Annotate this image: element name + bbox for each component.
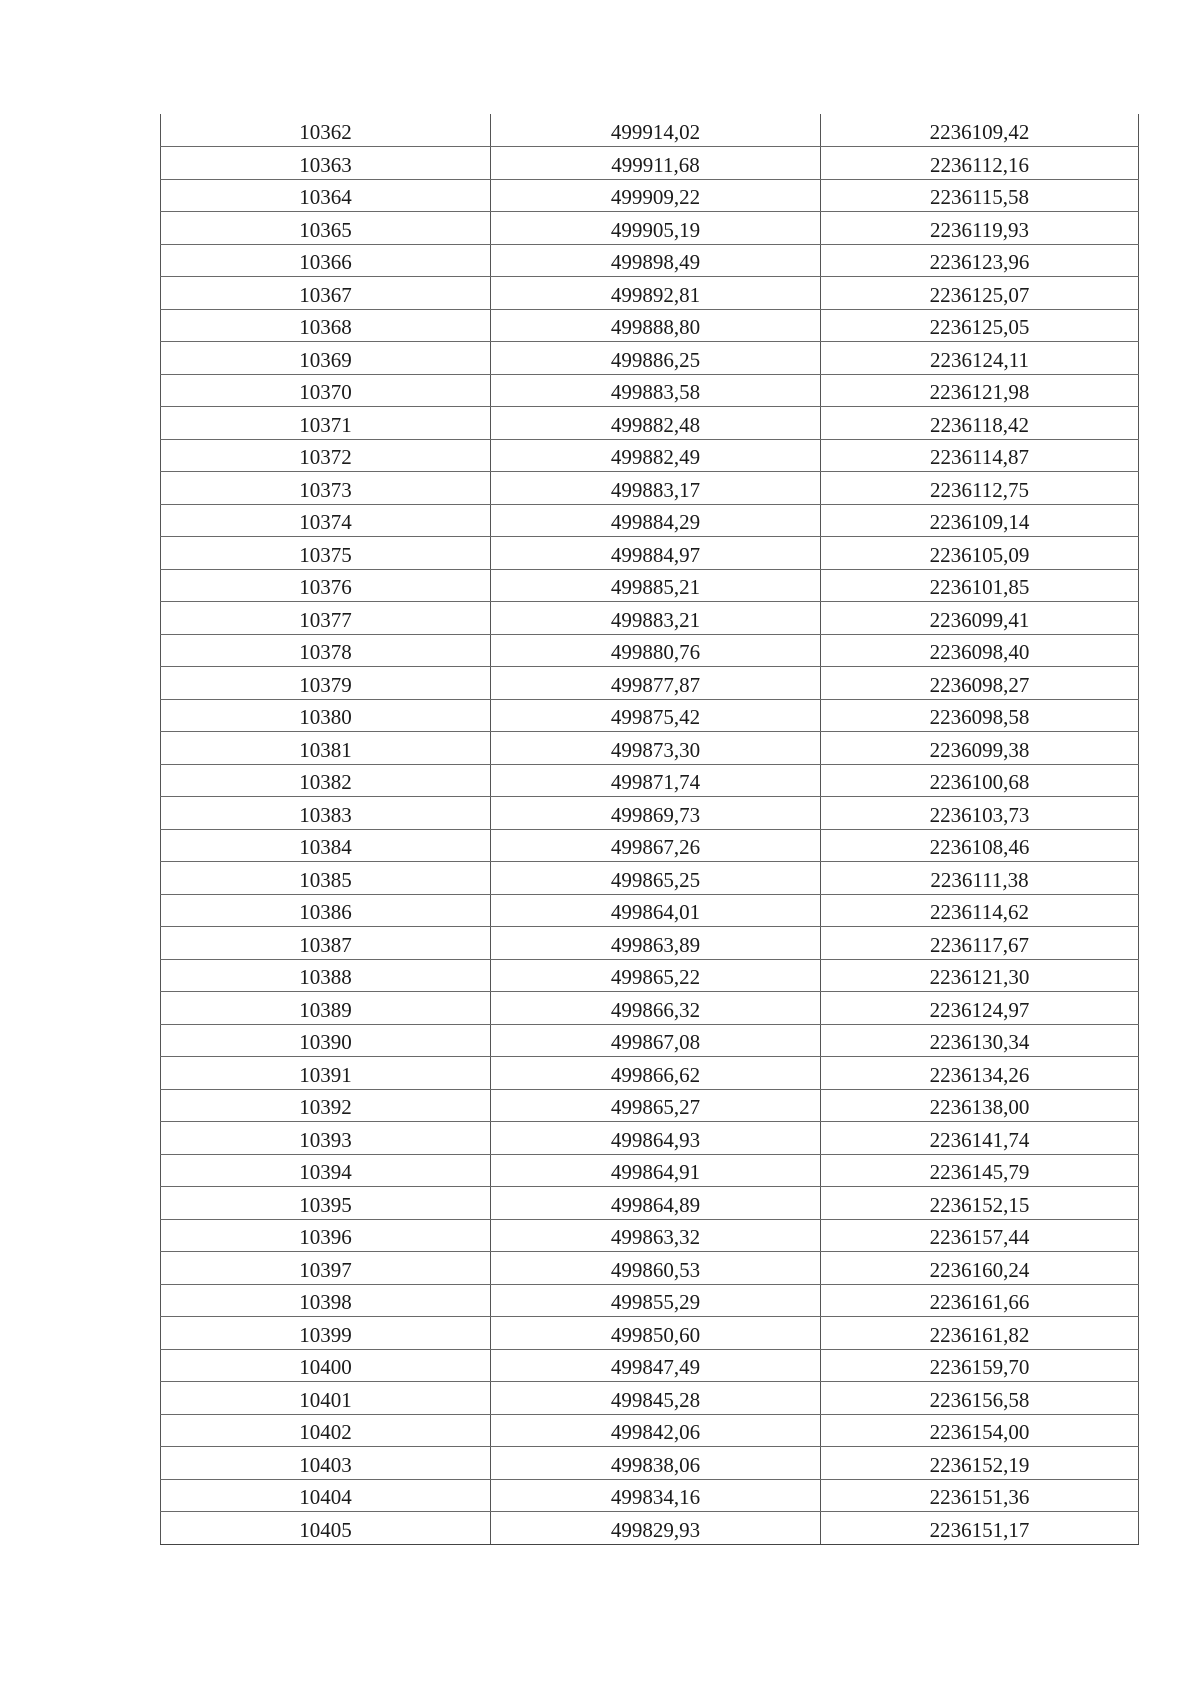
point-number-cell: 10371 — [161, 407, 491, 440]
x-coordinate-cell: 499850,60 — [491, 1317, 821, 1350]
table-row — [161, 1089, 1139, 1122]
point-number-cell: 10364 — [161, 179, 491, 212]
table-row — [161, 992, 1139, 1025]
table-row — [161, 797, 1139, 830]
table-row — [161, 147, 1139, 180]
y-coordinate-cell: 2236112,16 — [821, 147, 1139, 180]
table-row — [161, 1187, 1139, 1220]
y-coordinate-cell: 2236152,19 — [821, 1447, 1139, 1480]
y-coordinate-cell: 2236124,97 — [821, 992, 1139, 1025]
x-coordinate-cell: 499834,16 — [491, 1479, 821, 1512]
x-coordinate-cell: 499882,48 — [491, 407, 821, 440]
point-number-cell: 10402 — [161, 1414, 491, 1447]
y-coordinate-cell: 2236099,38 — [821, 732, 1139, 765]
x-coordinate-cell: 499865,25 — [491, 862, 821, 895]
x-coordinate-cell: 499875,42 — [491, 699, 821, 732]
table-row — [161, 1414, 1139, 1447]
x-coordinate-cell: 499905,19 — [491, 212, 821, 245]
table-row — [161, 667, 1139, 700]
table-row — [161, 1024, 1139, 1057]
point-number-cell: 10368 — [161, 309, 491, 342]
x-coordinate-cell: 499865,22 — [491, 959, 821, 992]
y-coordinate-cell: 2236156,58 — [821, 1382, 1139, 1415]
y-coordinate-cell: 2236121,30 — [821, 959, 1139, 992]
x-coordinate-cell: 499884,29 — [491, 504, 821, 537]
x-coordinate-cell: 499883,17 — [491, 472, 821, 505]
y-coordinate-cell: 2236098,27 — [821, 667, 1139, 700]
x-coordinate-cell: 499864,01 — [491, 894, 821, 927]
point-number-cell: 10367 — [161, 277, 491, 310]
point-number-cell: 10403 — [161, 1447, 491, 1480]
point-number-cell: 10400 — [161, 1349, 491, 1382]
y-coordinate-cell: 2236138,00 — [821, 1089, 1139, 1122]
y-coordinate-cell: 2236114,87 — [821, 439, 1139, 472]
table-row — [161, 439, 1139, 472]
point-number-cell: 10378 — [161, 634, 491, 667]
point-number-cell: 10383 — [161, 797, 491, 830]
table-row — [161, 179, 1139, 212]
y-coordinate-cell: 2236109,14 — [821, 504, 1139, 537]
y-coordinate-cell: 2236151,36 — [821, 1479, 1139, 1512]
y-coordinate-cell: 2236119,93 — [821, 212, 1139, 245]
point-number-cell: 10393 — [161, 1122, 491, 1155]
point-number-cell: 10384 — [161, 829, 491, 862]
y-coordinate-cell: 2236100,68 — [821, 764, 1139, 797]
y-coordinate-cell: 2236112,75 — [821, 472, 1139, 505]
y-coordinate-cell: 2236118,42 — [821, 407, 1139, 440]
point-number-cell: 10380 — [161, 699, 491, 732]
table-row — [161, 1252, 1139, 1285]
point-number-cell: 10399 — [161, 1317, 491, 1350]
table-row — [161, 1447, 1139, 1480]
y-coordinate-cell: 2236125,07 — [821, 277, 1139, 310]
point-number-cell: 10398 — [161, 1284, 491, 1317]
y-coordinate-cell: 2236101,85 — [821, 569, 1139, 602]
point-number-cell: 10396 — [161, 1219, 491, 1252]
y-coordinate-cell: 2236123,96 — [821, 244, 1139, 277]
x-coordinate-cell: 499909,22 — [491, 179, 821, 212]
x-coordinate-cell: 499871,74 — [491, 764, 821, 797]
point-number-cell: 10381 — [161, 732, 491, 765]
point-number-cell: 10392 — [161, 1089, 491, 1122]
y-coordinate-cell: 2236159,70 — [821, 1349, 1139, 1382]
table-row — [161, 277, 1139, 310]
y-coordinate-cell: 2236111,38 — [821, 862, 1139, 895]
table-row — [161, 537, 1139, 570]
table-row — [161, 1382, 1139, 1415]
table-row — [161, 504, 1139, 537]
x-coordinate-cell: 499888,80 — [491, 309, 821, 342]
y-coordinate-cell: 2236161,82 — [821, 1317, 1139, 1350]
table-row — [161, 1154, 1139, 1187]
point-number-cell: 10385 — [161, 862, 491, 895]
point-number-cell: 10369 — [161, 342, 491, 375]
point-number-cell: 10377 — [161, 602, 491, 635]
y-coordinate-cell: 2236130,34 — [821, 1024, 1139, 1057]
y-coordinate-cell: 2236109,42 — [821, 114, 1139, 147]
x-coordinate-cell: 499864,91 — [491, 1154, 821, 1187]
x-coordinate-cell: 499885,21 — [491, 569, 821, 602]
y-coordinate-cell: 2236117,67 — [821, 927, 1139, 960]
x-coordinate-cell: 499864,89 — [491, 1187, 821, 1220]
table-row — [161, 927, 1139, 960]
y-coordinate-cell: 2236152,15 — [821, 1187, 1139, 1220]
point-number-cell: 10387 — [161, 927, 491, 960]
x-coordinate-cell: 499898,49 — [491, 244, 821, 277]
y-coordinate-cell: 2236108,46 — [821, 829, 1139, 862]
point-number-cell: 10397 — [161, 1252, 491, 1285]
x-coordinate-cell: 499867,26 — [491, 829, 821, 862]
y-coordinate-cell: 2236115,58 — [821, 179, 1139, 212]
table-row — [161, 699, 1139, 732]
y-coordinate-cell: 2236151,17 — [821, 1512, 1139, 1545]
y-coordinate-cell: 2236145,79 — [821, 1154, 1139, 1187]
y-coordinate-cell: 2236134,26 — [821, 1057, 1139, 1090]
point-number-cell: 10388 — [161, 959, 491, 992]
x-coordinate-cell: 499847,49 — [491, 1349, 821, 1382]
x-coordinate-cell: 499855,29 — [491, 1284, 821, 1317]
x-coordinate-cell: 499869,73 — [491, 797, 821, 830]
x-coordinate-cell: 499829,93 — [491, 1512, 821, 1545]
y-coordinate-cell: 2236161,66 — [821, 1284, 1139, 1317]
point-number-cell: 10395 — [161, 1187, 491, 1220]
point-number-cell: 10401 — [161, 1382, 491, 1415]
table-row — [161, 1057, 1139, 1090]
x-coordinate-cell: 499845,28 — [491, 1382, 821, 1415]
point-number-cell: 10366 — [161, 244, 491, 277]
x-coordinate-cell: 499867,08 — [491, 1024, 821, 1057]
point-number-cell: 10372 — [161, 439, 491, 472]
point-number-cell: 10390 — [161, 1024, 491, 1057]
y-coordinate-cell: 2236160,24 — [821, 1252, 1139, 1285]
point-number-cell: 10376 — [161, 569, 491, 602]
table-row — [161, 959, 1139, 992]
x-coordinate-cell: 499892,81 — [491, 277, 821, 310]
point-number-cell: 10363 — [161, 147, 491, 180]
x-coordinate-cell: 499863,32 — [491, 1219, 821, 1252]
x-coordinate-cell: 499884,97 — [491, 537, 821, 570]
x-coordinate-cell: 499886,25 — [491, 342, 821, 375]
point-number-cell: 10373 — [161, 472, 491, 505]
coordinates-table — [160, 114, 1139, 1545]
y-coordinate-cell: 2236141,74 — [821, 1122, 1139, 1155]
table-row — [161, 244, 1139, 277]
table-row — [161, 634, 1139, 667]
point-number-cell: 10382 — [161, 764, 491, 797]
point-number-cell: 10375 — [161, 537, 491, 570]
x-coordinate-cell: 499864,93 — [491, 1122, 821, 1155]
table-row — [161, 862, 1139, 895]
y-coordinate-cell: 2236154,00 — [821, 1414, 1139, 1447]
y-coordinate-cell: 2236125,05 — [821, 309, 1139, 342]
table-row — [161, 1219, 1139, 1252]
x-coordinate-cell: 499914,02 — [491, 114, 821, 147]
x-coordinate-cell: 499863,89 — [491, 927, 821, 960]
x-coordinate-cell: 499866,62 — [491, 1057, 821, 1090]
x-coordinate-cell: 499838,06 — [491, 1447, 821, 1480]
table-row — [161, 1122, 1139, 1155]
point-number-cell: 10379 — [161, 667, 491, 700]
x-coordinate-cell: 499865,27 — [491, 1089, 821, 1122]
x-coordinate-cell: 499880,76 — [491, 634, 821, 667]
table-row — [161, 829, 1139, 862]
x-coordinate-cell: 499866,32 — [491, 992, 821, 1025]
x-coordinate-cell: 499860,53 — [491, 1252, 821, 1285]
x-coordinate-cell: 499877,87 — [491, 667, 821, 700]
point-number-cell: 10394 — [161, 1154, 491, 1187]
table-row — [161, 1284, 1139, 1317]
y-coordinate-cell: 2236157,44 — [821, 1219, 1139, 1252]
table-row — [161, 114, 1139, 147]
y-coordinate-cell: 2236121,98 — [821, 374, 1139, 407]
table-row — [161, 342, 1139, 375]
point-number-cell: 10386 — [161, 894, 491, 927]
point-number-cell: 10391 — [161, 1057, 491, 1090]
table-row — [161, 569, 1139, 602]
y-coordinate-cell: 2236114,62 — [821, 894, 1139, 927]
point-number-cell: 10374 — [161, 504, 491, 537]
point-number-cell: 10365 — [161, 212, 491, 245]
x-coordinate-cell: 499842,06 — [491, 1414, 821, 1447]
point-number-cell: 10405 — [161, 1512, 491, 1545]
table-row — [161, 1349, 1139, 1382]
table-row — [161, 374, 1139, 407]
point-number-cell: 10362 — [161, 114, 491, 147]
y-coordinate-cell: 2236124,11 — [821, 342, 1139, 375]
y-coordinate-cell: 2236103,73 — [821, 797, 1139, 830]
point-number-cell: 10404 — [161, 1479, 491, 1512]
x-coordinate-cell: 499883,21 — [491, 602, 821, 635]
x-coordinate-cell: 499882,49 — [491, 439, 821, 472]
table-row — [161, 309, 1139, 342]
x-coordinate-cell: 499873,30 — [491, 732, 821, 765]
table-row — [161, 732, 1139, 765]
table-row — [161, 764, 1139, 797]
table-row — [161, 472, 1139, 505]
y-coordinate-cell: 2236105,09 — [821, 537, 1139, 570]
y-coordinate-cell: 2236098,58 — [821, 699, 1139, 732]
table-row — [161, 1512, 1139, 1545]
point-number-cell: 10389 — [161, 992, 491, 1025]
x-coordinate-cell: 499911,68 — [491, 147, 821, 180]
table-row — [161, 407, 1139, 440]
table-row — [161, 1317, 1139, 1350]
point-number-cell: 10370 — [161, 374, 491, 407]
table-row — [161, 1479, 1139, 1512]
y-coordinate-cell: 2236098,40 — [821, 634, 1139, 667]
x-coordinate-cell: 499883,58 — [491, 374, 821, 407]
y-coordinate-cell: 2236099,41 — [821, 602, 1139, 635]
table-row — [161, 212, 1139, 245]
coordinates-table-body — [161, 114, 1139, 1544]
table-row — [161, 894, 1139, 927]
table-row — [161, 602, 1139, 635]
